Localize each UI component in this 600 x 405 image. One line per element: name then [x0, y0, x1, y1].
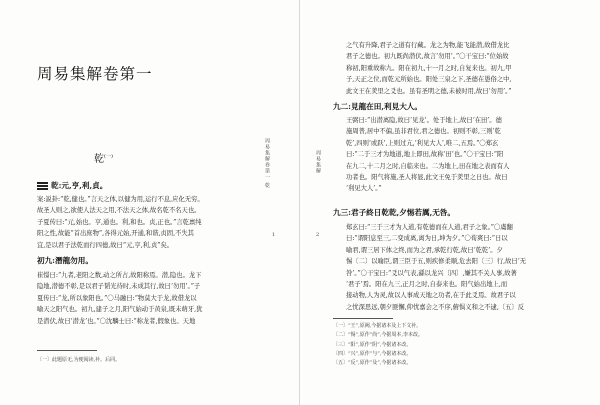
footnote: 〔四〕“兴”,原作“与”,今据诸本改。 — [333, 350, 412, 357]
text-line: 宜,是以君子法乾而行四德,故曰“元,亨,利,贞”矣。 — [37, 241, 174, 249]
text-line: 此文王在羑里之爻也。虽有圣明之德,未被时用,故曰‘勿用’。” — [346, 87, 512, 95]
qian-hexagram-icon — [37, 181, 48, 192]
text-line: 惕〔二〕以喻臣,谓三臣于五,则疾修柔顺,危去阳〔三〕行,故曰‘无 — [346, 258, 527, 266]
book-title: 周易集解卷第一 — [37, 65, 153, 83]
text-line: 曰:“谓阳息至三,二变成离,离为日,坤为夕。”〇荀爽曰:“日以 — [346, 235, 508, 243]
line-heading-jiuer: 九二:見龍在田,利見大人。 — [333, 102, 422, 111]
text-line: 之忧深思远,朝夕匪懈,仰忧嘉会之不序,俯惧义和之不逮,〔五〕反 — [346, 303, 525, 311]
footnote: 〔三〕“阳”,原作“阴”,今据诸本改。 — [333, 341, 412, 348]
text-line: 是潜伏,故曰‘潜龙’也。”〇沈驎士曰:“称龙者,假象也。天地 — [37, 317, 196, 325]
chapter-title: 乾 — [94, 154, 104, 165]
text-line: 在九二,十二月之时,自临来也。二为地上,田在地之表而有人 — [346, 162, 510, 170]
text-line: 曰:“二于三才为地道,地上即田,故称‘田’也。”〇干宝曰:“阳 — [346, 151, 504, 159]
page-number-left: 1 — [272, 232, 276, 238]
text-line: 夏传曰:“龙,所以象阳也。”〇马融曰:“物莫大于龙,故借龙以 — [37, 294, 197, 302]
text-line: 子夏传曰:“元,始也。亨,通也。利,和也。贞,正也。”言乾禀纯 — [37, 218, 202, 226]
text-line: 阳之性,故能“首出庶物”,各得元始,开通,和谐,贞固,不失其 — [37, 230, 194, 238]
commentary-block-3 — [346, 40, 512, 97]
text-line: 子,天正之位,而乾元所始也。阳处三泉之下,圣德在愚俗之中, — [346, 76, 512, 84]
text-line: 喻君,谓三居下体之终,而为之君,承乾行乾,故曰‘乾乾’。夕 — [346, 246, 503, 254]
text-line: 之气有升降,君子之道有行藏。龙之为物,能飞能潜,故借龙比 — [346, 42, 510, 49]
hexagram-statement — [37, 180, 107, 191]
commentary-block-4 — [346, 115, 509, 195]
running-head-left: 周易集解卷第一 乾 — [264, 138, 270, 189]
footnote: 〔一〕“王”,原阙,今据诸本及上下文补。 — [333, 323, 422, 329]
text-line: ‘君子’焉。阳在九三,正月之时,自泰来也。阳气始出地上,而 — [346, 281, 508, 289]
line-heading-chujiu: 初九:潛龍勿用。 — [37, 256, 93, 265]
commentary-block-2 — [37, 270, 202, 327]
text-line: 接动物,人为灵,故以人事成天地之功者,在于此爻焉。故君子以 — [346, 292, 516, 300]
text-line: 喻天之阳气也。初九,建子之月,阳气始动于黄泉,既未萌牙,犹 — [37, 306, 203, 314]
text-line: ‘利见大人’。” — [346, 185, 382, 193]
running-head-right: 周易集解 — [315, 150, 321, 174]
footnote: 〔二〕“惕”,原作“尚”,今据周本,李本改。 — [333, 332, 423, 339]
chapter-heading — [94, 150, 113, 165]
text-line: 王弼曰:“出潜离隐,故曰‘见龙’。处于地上,故曰‘在田’。德 — [346, 117, 502, 124]
text-line: 施周普,居中不偏,虽非君位,君之德也。初则不彰,三则‘乾 — [346, 128, 501, 136]
right-page — [300, 0, 600, 405]
footnote: 〔五〕“反”,原作“及”,今据诸本改。 — [333, 360, 412, 367]
text-line: 故圣人则之,欲使人法天之用,不法天之体,故名乾不名天也。 — [37, 207, 201, 215]
text-line: 咎’。”〇干宝曰:“爻以气表,繇以龙兴〔四〕,嫌其不关人事,故著 — [346, 269, 517, 277]
hexagram-text: 乾:元,亨,利,貞。 — [51, 181, 108, 190]
footnote: 〔一〕此题原无,为便阅读,补。后同。 — [37, 357, 121, 363]
text-line: 乾’,四则‘或跃’,上则过亢,‘利见大人’,唯二,五焉。”〇郑玄 — [346, 139, 499, 147]
chapter-note-mark: (一) — [104, 153, 113, 160]
text-line: 崔憬曰:“九者,老阳之数,动之所占,故阳称焉。潜,隐也。龙下 — [37, 272, 202, 279]
commentary-block-5 — [346, 222, 526, 313]
footnotes-right — [333, 322, 423, 368]
commentary-block-1 — [37, 194, 204, 251]
line-heading-jiusan: 九三:君子終日乾乾,夕惕若厲,无咎。 — [333, 208, 455, 217]
text-line: 君子之德也。初九既尚潜伏,故言‘勿用’。”〇干宝曰:“位始故 — [346, 53, 509, 61]
page-number-right: 2 — [316, 232, 320, 238]
text-line: 称初,阳重故称九。阳在初九,十一月之时,自复来也。初九,甲 — [346, 64, 512, 72]
footnote-rule — [333, 318, 393, 319]
footnotes-left — [37, 356, 120, 365]
text-line: 功者也。阳气将施,圣人将显,此文王免于羑里之日也。故曰 — [346, 174, 508, 182]
text-line: 郑玄曰:“三于三才为人道,有乾德而在人道,君子之象。”〇虞翻 — [346, 224, 513, 231]
text-line: 案:説卦:“乾,健也。”言天之体,以健为用,运行不息,应化无穷。 — [37, 196, 204, 203]
footnote-rule — [37, 350, 97, 351]
text-line: 隐地,潜德不彰,是以君子韬光待时,未成其行,故曰‘勿用’。”子 — [37, 283, 201, 291]
